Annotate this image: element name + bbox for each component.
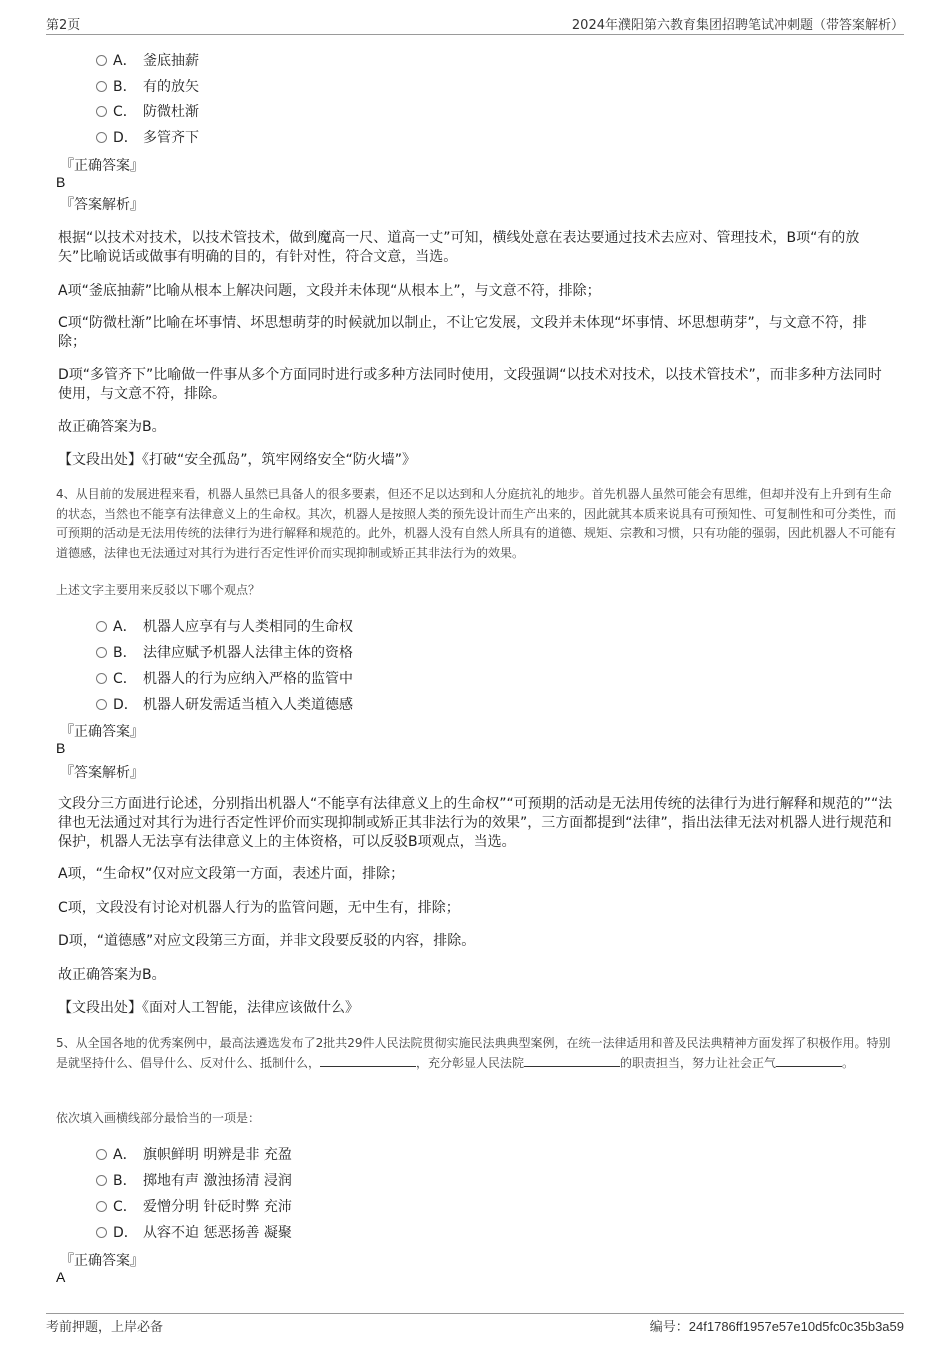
question-prompt: 上述文字主要用来反驳以下哪个观点？ (56, 583, 261, 597)
analysis-label: 『答案解析』 (60, 197, 144, 213)
q4-option-d[interactable]: D． 机器人研发需适当植入人类道德感 (96, 694, 353, 714)
radio-icon[interactable] (96, 1149, 107, 1160)
fill-blank-3 (776, 1056, 842, 1067)
radio-icon[interactable] (96, 1227, 107, 1238)
radio-icon[interactable] (96, 1175, 107, 1186)
page-footer (46, 1313, 904, 1334)
page-number: 第2页 (46, 18, 81, 33)
q5-option-b[interactable]: B． 掷地有声 激浊扬清 浸润 (96, 1170, 292, 1190)
q3-option-c[interactable]: C． 防微杜渐 (96, 101, 199, 121)
correct-answer-value: B (56, 174, 66, 190)
question-prompt: 依次填入画横线部分最恰当的一项是： (56, 1111, 261, 1125)
correct-answer-value: B (56, 740, 66, 756)
correct-answer-label: 『正确答案』 (60, 158, 144, 174)
radio-icon[interactable] (96, 647, 107, 658)
analysis-label: 『答案解析』 (60, 765, 144, 781)
question-passage: 5、从全国各地的优秀案例中，最高法遴选发布了2批共29件人民法院贯彻实施民法典典型案例，在统一法律适用和普及民法典精神方面发挥了积极作用。特别是就坚持什么、倡导什么、反对什么、抵制什么， ，充分彰显人民法院 的职责担当，努力让社会正气 。 (56, 1036, 891, 1070)
q5-option-c[interactable]: C． 爱憎分明 针砭时弊 充沛 (96, 1196, 292, 1216)
analysis-paragraph: A项，“生命权”仅对应文段第一方面，表述片面，排除； (58, 866, 405, 882)
question-passage: 4、从目前的发展进程来看，机器人虽然已具备人的很多要素，但还不足以达到和人分庭抗礼的地步。首先机器人虽然可能会有思维，但却并没有上升到有生命的状态，当然也不能享有法律意义上的生命权。其次，机器人是按照人类的预先设计而生产出来的，因此就其本质来说具有可预知性、可复制性和可分类性，而可预期的活动是无法用传统的法律行为进行解释和规范的。此外，机器人没有自然人所具有的道德、规矩、宗教和习惯，只有功能的强弱，因此机器人不可能有道德感，法律也无法通过对其行为进行否定性评价而实现抑制或矫正其非法行为的效果。 (56, 487, 897, 560)
q4-option-a[interactable]: A． 机器人应享有与人类相同的生命权 (96, 616, 353, 636)
analysis-paragraph: D项，“道德感”对应文段第三方面，并非文段要反驳的内容，排除。 (58, 933, 476, 949)
radio-icon[interactable] (96, 1201, 107, 1212)
radio-icon[interactable] (96, 699, 107, 710)
analysis-paragraph: 根据“以技术对技术，以技术管技术，做到魔高一尺、道高一丈”可知，横线处意在表达要通过技术去应对、管理技术，B项“有的放矢”比喻说话或做事有明确的目的，有针对性，符合文意，当选。 (58, 230, 860, 265)
analysis-paragraph: A项“釜底抽薪”比喻从根本上解决问题，文段并未体现“从根本上”，与文意不符，排除； (58, 283, 601, 299)
analysis-paragraph: C项，文段没有讨论对机器人行为的监管问题，无中生有，排除； (58, 900, 460, 916)
page-header (46, 14, 904, 35)
q3-option-d[interactable]: D． 多管齐下 (96, 127, 199, 147)
q3-option-a[interactable]: A． 釜底抽薪 (96, 50, 199, 70)
source-citation: 【文段出处】《面对人工智能，法律应该做什么》 (58, 1000, 359, 1016)
radio-icon[interactable] (96, 132, 107, 143)
analysis-conclusion: 故正确答案为B。 (58, 419, 166, 435)
radio-icon[interactable] (96, 81, 107, 92)
radio-icon[interactable] (96, 673, 107, 684)
q4-option-c[interactable]: C． 机器人的行为应纳入严格的监管中 (96, 668, 353, 688)
document-id: 编号：24f1786ff1957e57e10d5fc0c35b3a59 (649, 1319, 904, 1334)
source-citation: 【文段出处】《打破“安全孤岛”，筑牢网络安全“防火墙”》 (58, 452, 417, 468)
fill-blank-2 (524, 1056, 620, 1067)
footer-slogan: 考前押题，上岸必备 (46, 1320, 164, 1335)
analysis-paragraph: C项“防微杜渐”比喻在坏事情、坏思想萌芽的时候就加以制止，不让它发展，文段并未体现“坏事情、坏思想萌芽”，与文意不符，排除； (58, 315, 867, 350)
correct-answer-label: 『正确答案』 (60, 724, 144, 740)
q5-option-d[interactable]: D． 从容不迫 惩恶扬善 凝聚 (96, 1222, 292, 1242)
correct-answer-value: A (56, 1269, 66, 1285)
analysis-paragraph: D项“多管齐下”比喻做一件事从多个方面同时进行或多种方法同时使用，文段强调“以技术对技术，以技术管技术”，而非多种方法同时使用，与文意不符，排除。 (58, 367, 882, 402)
document-title: 2024年濮阳第六教育集团招聘笔试冲刺题（带答案解析） (571, 18, 904, 33)
analysis-paragraph: 文段分三方面进行论述，分别指出机器人“不能享有法律意义上的生命权”“可预期的活动是无法用传统的法律行为进行解释和规范的”“法律也无法通过对其行为进行否定性评价而实现抑制或矫正其非法行为的效果”，三方面都提到“法律”，指出法律无法对机器人进行规范和保护，机器人无法享有法律意义上的主体资格，可以反驳B项观点，当选。 (58, 796, 893, 850)
radio-icon[interactable] (96, 55, 107, 66)
fill-blank-1 (320, 1056, 416, 1067)
radio-icon[interactable] (96, 106, 107, 117)
q5-option-a[interactable]: A． 旗帜鲜明 明辨是非 充盈 (96, 1144, 292, 1164)
correct-answer-label: 『正确答案』 (60, 1253, 144, 1269)
radio-icon[interactable] (96, 621, 107, 632)
q3-option-b[interactable]: B． 有的放矢 (96, 76, 199, 96)
analysis-conclusion: 故正确答案为B。 (58, 967, 166, 983)
q4-option-b[interactable]: B． 法律应赋予机器人法律主体的资格 (96, 642, 353, 662)
